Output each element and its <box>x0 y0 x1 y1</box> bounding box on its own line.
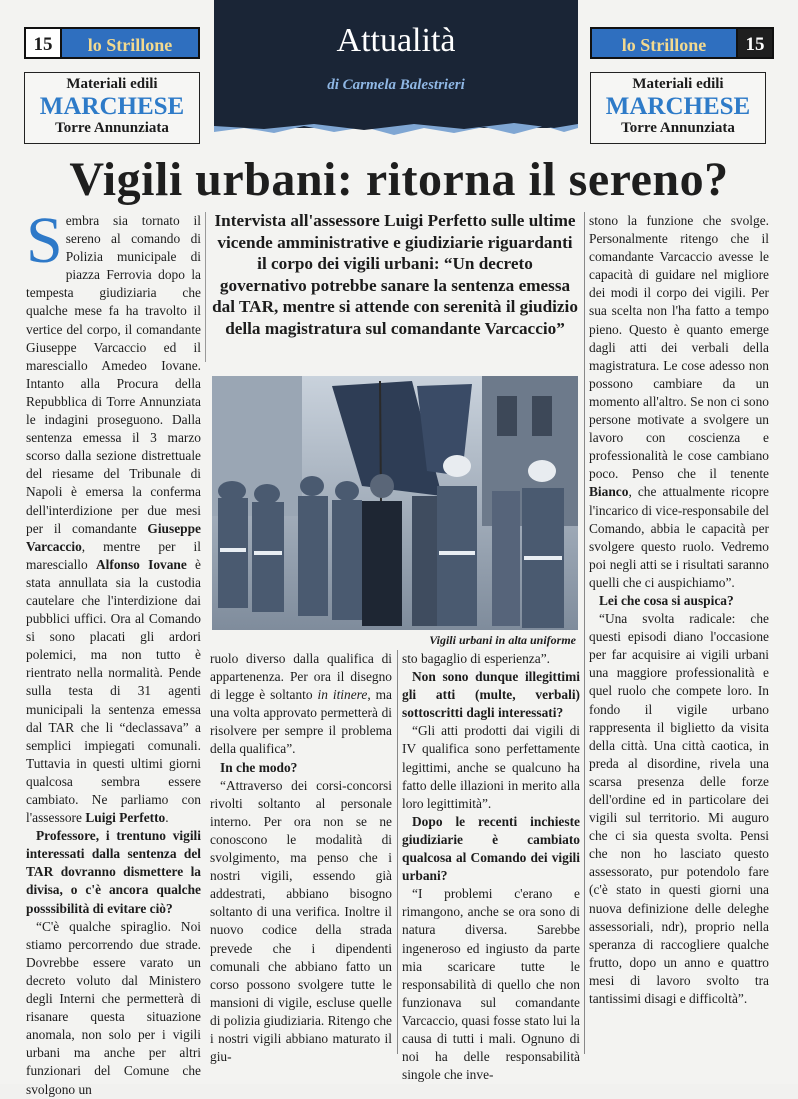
question-1: Professore, i trentuno vigili interessati dalla sentenza del TAR dovranno dismettere la divisa, o c'è ancora qualche posssibilità di evitare ciò? <box>26 828 201 916</box>
col1-text-c: è stata annullata sia la custodia cautelare che l'interdizione dai pubblici uffici. Ora al Comando si sono placati gli ardori polemici, ma non tutto è rientrato nella normalità. Pende sulla testa di 31 agenti municipali la sentenza emessa dal TAR che li “declassava” a semplici impiegati comunali. Tuttavia in questi ultimi giorni qualcosa sembra essere cambiato. Ne parliamo con l'assessore <box>26 556 201 826</box>
photo-vigili-parade <box>212 376 578 630</box>
masthead-left: lo Strillone <box>62 27 200 59</box>
ad-line1: Materiali edili <box>632 76 724 92</box>
column-3 <box>402 650 580 1084</box>
column-rule <box>584 212 585 1054</box>
col2-text-a: ruolo diverso dalla qualifica di appartenenza. Per ora il disegno di legge è soltanto <box>210 651 392 703</box>
col3-text-a: sto bagaglio di esperienza”. <box>402 651 550 666</box>
intro-standfirst: Intervista all'assessore Luigi Perfetto sulle ultime vicende amministrative e giudiziarie riguardanti il corpo dei vigili urbani: “Un decreto governativo potrebbe sanare la sentenza emessa dal TAR, mentre si attende con serenità il giudizio della magistratura sul comandante Varcaccio” <box>212 211 578 338</box>
ad-brand: MARCHESE <box>605 93 751 120</box>
ad-city: Torre Annunziata <box>55 120 169 136</box>
column-rule <box>397 650 398 1054</box>
col4-text-a: stono la funzione che svolge. Personalmente ritengo che il comandante Varcaccio avesse le capacità di guidare nel migliore dei modi il corpo dei vigili. Per sua scelta non l'ha fatto a tempo pieno. Questo è quanto emerge dagli atti dei verbali della magistratura. Le cose adesso non possono cambiare da un momento all'altro. Se non ci sono persone motivate a svolgere un lavoro con coscienza e professionalità le cose cambiano poco. Penso che il tenente <box>589 213 769 482</box>
answer-5: “Una svolta radicale: che questi episodi diano l'occasione per far acquisire ai vigili urbani una maggiore professionalità e quel ruolo che compete loro. In fondo il vigile urbano rappresenta il biglietto da visita della città. Una città caotica, in preda al disordine, rivela una scarsa presenza delle forze dell'ordine ed in particolare dei vigili sul territorio. Mi auguro che ci sia questa svolta. Pensi che non ho lasciato questo assessorato, pur potendolo fare (c'è stato in questi giorni una nuova definizione delle deleghe assessoriali, ndr), proprio nella speranza di raccogliere qualche frutto, dopo un anno e quattro mesi di lavoro svolto tra tantissimi disagi e difficoltà”. <box>589 611 769 1007</box>
ad-box-left <box>24 72 200 144</box>
name-bianco: Bianco <box>589 484 629 500</box>
col1-text-b: , mentre per il maresciallo <box>26 538 201 572</box>
ad-city: Torre Annunziata <box>621 120 735 136</box>
byline: di Carmela Balestrieri <box>327 77 465 93</box>
section-banner <box>214 0 578 128</box>
name-varcaccio: Giuseppe Varcaccio <box>26 520 201 554</box>
page-number-left: 15 <box>24 27 62 59</box>
ad-line1: Materiali edili <box>66 76 158 92</box>
section-title: Attualità <box>336 22 456 59</box>
photo-illustration <box>212 376 578 630</box>
name-perfetto: Luigi Perfetto <box>85 810 166 826</box>
col1-text-d: . <box>165 810 169 826</box>
drop-cap: S <box>26 204 63 277</box>
column-4 <box>589 212 769 1008</box>
col2-italic: in itinere <box>317 687 368 703</box>
answer-3: “Gli atti prodotti dai vigili di IV qualifica sono perfettamente legittimi, anche se qualcuno ha fatto delle illazioni in merito alla loro legittimità”. <box>402 723 580 811</box>
answer-4: “I problemi c'erano e rimangono, anche se ora sono di natura diversa. Sarebbe ingeneroso ed ingiusto da parte mia scaricare tutte le responsabilità di quello che non funzionava sul comandante Varcaccio, quasi fosse stato lui la causa di tutti i mali. Ognuno di noi ha delle responsabilità singole che inve- <box>402 886 580 1083</box>
question-3: Non sono dunque illegittimi gli atti (multe, verbali) sottoscritti dagli interessati? <box>402 669 580 721</box>
photo-caption: Vigili urbani in alta uniforme <box>429 633 576 647</box>
banner-torn-edge <box>214 120 578 138</box>
column-2 <box>210 650 392 1066</box>
question-4: Dopo le recenti inchieste giudiziarie è cambiato qualcosa al Comando dei vigili urbani? <box>402 813 580 884</box>
ad-box-right <box>590 72 766 144</box>
col4-text-b: , che attualmente ricopre l'incarico di vice-responsabile del Comando, abbia le capacità per svolgere questo ruolo. Vedremo poi negli atti se i risultati saranno quelli che ci auspichiamo”. <box>589 484 769 590</box>
column-1 <box>26 204 201 1099</box>
question-5: Lei che cosa si auspica? <box>599 592 734 608</box>
ad-brand: MARCHESE <box>39 93 185 120</box>
headline: Vigili urbani: ritorna il sereno? <box>69 153 729 206</box>
question-2: In che modo? <box>220 759 298 775</box>
answer-1: “C'è qualche spiraglio. Noi stiamo percorrendo due strade. Dovrebbe essere varato un decreto voluto dal Ministero degli Interni che permetterà di risanare questa situazione anomala, non solo per i vigili urbani ma anche per altri funzionari del Comune che svolgono un <box>26 918 201 1097</box>
masthead-right: lo Strillone <box>590 27 736 59</box>
col1-text-a: embra sia tornato il sereno al comando di Polizia municipale di piazza Ferrovia dopo la tempesta giudiziaria che qualche mese fa ha travolto il vertice del corpo, il comandante Giuseppe Varcaccio ed il maresciallo Amedeo Iovane. Intanto alla Procura della Repubblica di Torre Annunziata le indagini proseguono. Dalla sentenza emessa il 3 marzo scorso dalla sezione distrettuale del riesame del Tribunale di Napoli è emersa la conferma dell'interdizione per due mesi per il comandante <box>26 213 201 536</box>
answer-2: “Attraverso dei corsi-concorsi rivolti soltanto al personale interno. Per ora non se ne conoscono le modalità di svolgimento, ma penso che i nostri vigili, essendo già addestrati, abbiano bisogno soltanto di una verifica. Inoltre il nuovo codice della strada prevede che i dipendenti comunali che abbiano fatto un corso possono svolgere tutte le mansioni di vigile, escluse quelle di polizia giudiziaria. Ritengo che i nostri vigili abbiano maturato il giu- <box>210 777 392 1065</box>
column-divider <box>205 212 206 362</box>
page-number-right: 15 <box>736 27 774 59</box>
name-iovane: Alfonso Iovane <box>95 556 187 572</box>
col2-text-b: , ma una volta approvato permetterà di risolvere per sempre il problema della qualifica”. <box>210 687 392 757</box>
